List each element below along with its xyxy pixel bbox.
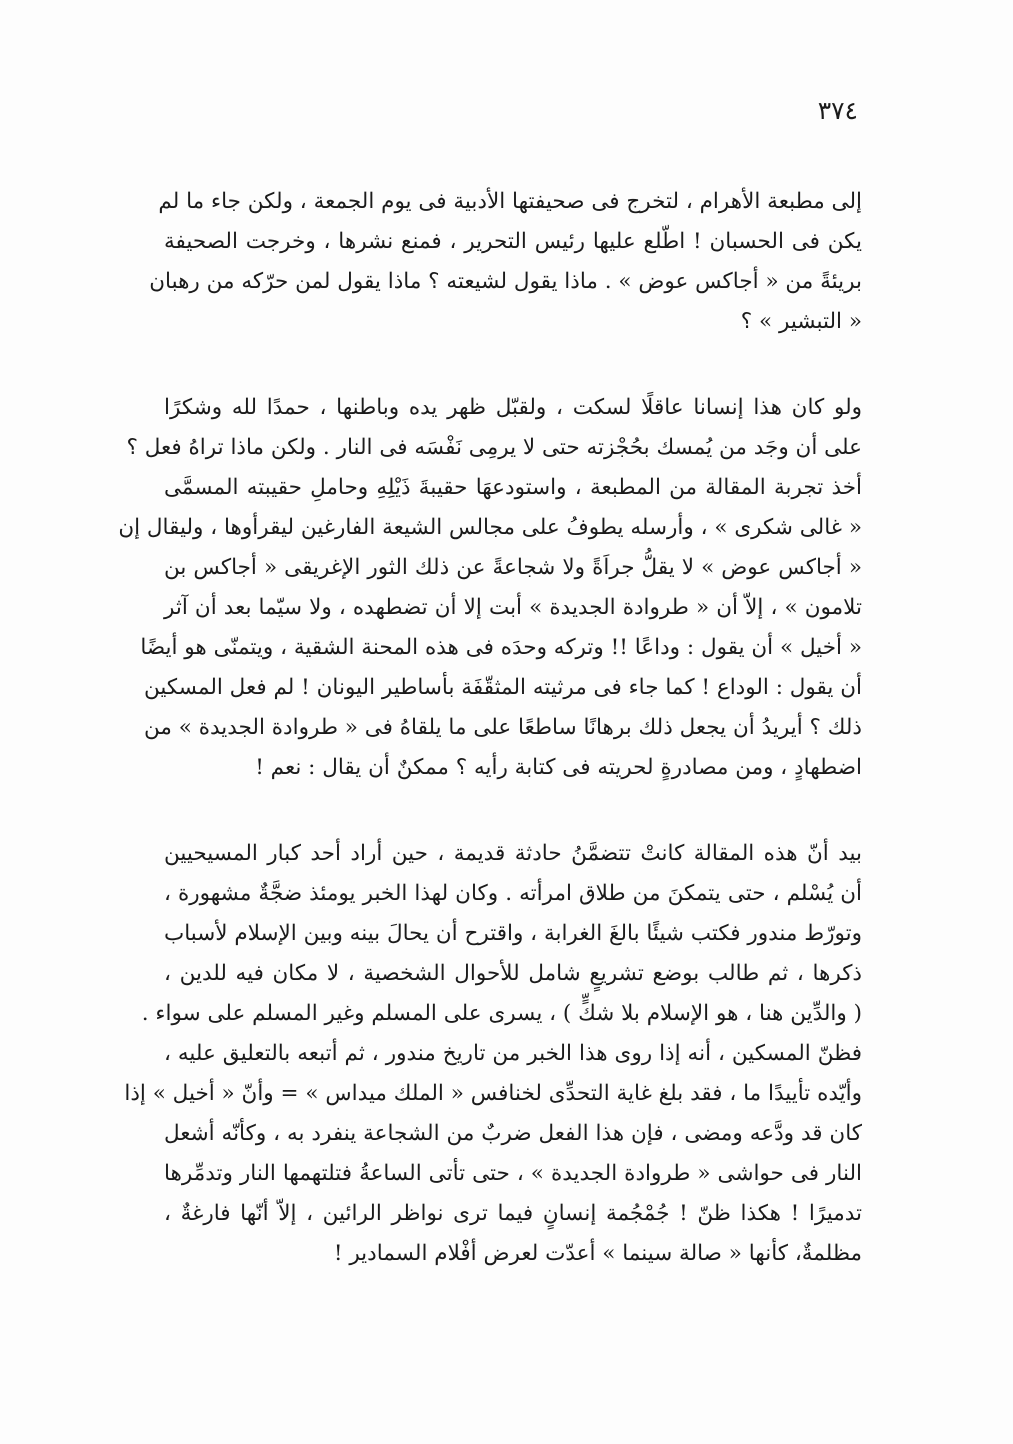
text-line: ذلك ؟ أيريدُ أن يجعل ذلك برهانًا ساطعًا على ما يلقاهُ فى « طروادة الجديدة » من: [144, 715, 862, 740]
text-line: « أجاكس عوض » لا يقلُّ جراَةً ولا شجاعةً عن ذلك الثور الإغريقى « أجاكس بن: [164, 555, 862, 580]
text-line: ولو كان هذا إنسانا عاقلًا لسكت ، ولقبّل ظهر يده وباطنها ، حمدًا لله وشكرًا: [164, 395, 862, 420]
paragraph-2: [118, 388, 862, 788]
text-line: إلى مطبعة الأهرام ، لتخرج فى صحيفتها الأدبية فى يوم الجمعة ، ولكن جاء ما لم: [158, 189, 862, 214]
text-line: كان قد ودَّعه ومضى ، فإن هذا الفعل ضربٌ من الشجاعة ينفرد به ، وكأنّه أشعل: [164, 1121, 862, 1146]
text-line: أن يقول : الوداع ! كما جاء فى مرثيته المثقّفَة بأساطير اليونان ! لم فعل المسكين: [143, 675, 862, 700]
text-line: بيد أنّ هذه المقالة كانتْ تتضمَّنُ حادثة قديمة ، حين أراد أحد كبار المسيحيين: [164, 841, 862, 866]
page-number: ٣٧٤: [817, 96, 858, 125]
text-line: « التبشير » ؟: [740, 309, 862, 334]
text-line: على أن وجَد من يُمسك بحُجْزته حتى لا يرمِى نَفْسَه فى النار . ولكن ماذا تراهُ فعل ؟: [126, 435, 862, 460]
text-line: تلامون » ، إلاّ أن « طروادة الجديدة » أبت إلا أن تضطهده ، ولا سيّما بعد أن آثر: [164, 595, 862, 620]
text-line: أخذ تجربة المقالة من المطبعة ، واستودعهَا حقيبةَ ذَيْلِهِ وحاملِ حقيبته المسمَّى: [164, 475, 862, 500]
text-line: تدميرًا ! هكذا ظنّ ! جُمْجُمة إنسانٍ فيما ترى نواظر الرائين ، إلاّ أنّها فارغةٌ ،: [164, 1201, 862, 1226]
paragraph-1: [149, 182, 862, 342]
text-line: أن يُسْلم ، حتى يتمكنَ من طلاق امرأته . وكان لهذا الخبر يومئذ ضجَّةٌ مشهورة ،: [164, 881, 862, 906]
text-line: بريئةً من « أجاكس عوض » . ماذا يقول لشيعته ؟ ماذا يقول لمن حرّكه من رهبان: [149, 269, 862, 294]
text-line: ذكرها ، ثم طالب بوضع تشريعٍ شامل للأحوال الشخصية ، لا مكان فيه للدين ،: [164, 961, 862, 986]
text-line: « غالى شكرى » ، وأرسله يطوفُ على مجالس الشيعة الفارغين ليقرأوها ، وليقال إن: [118, 515, 862, 540]
text-line: مظلمةٌ، كأنها « صالة سينما » أعدّت لعرض أفْلام السمادير !: [333, 1241, 862, 1266]
text-line: وتورّط مندور فكتب شيئًا بالغَ الغرابة ، واقترح أن يحالَ بينه وبين الإسلام لأسباب: [164, 921, 862, 946]
text-line: « أخيل » أن يقول : وداعًا !! وتركه وحدَه فى هذه المحنة الشقية ، ويتمنّى هو أيضًا: [140, 635, 862, 660]
text-line: النار فى حواشى « طروادة الجديدة » ، حتى تأتى الساعةُ فتلتهمها النار وتدمِّرها: [164, 1161, 862, 1186]
text-line: فظنّ المسكين ، أنه إذا روى هذا الخبر من تاريخ مندور ، ثم أتبعه بالتعليق عليه ،: [164, 1041, 862, 1066]
text-line: ( والدِّين هنا ، هو الإسلام بلا شكٍّ ) ، يسرى على المسلم وغير المسلم على سواء .: [141, 1001, 862, 1026]
text-line: اضطهادٍ ، ومن مصادرةٍ لحريته فى كتابة رأيه ؟ ممكنٌ أن يقال : نعم !: [255, 755, 862, 780]
paragraph-3: [124, 834, 862, 1274]
text-line: وأيّده تأييدًا ما ، فقد بلغ غاية التحدِّى لخنافس « الملك ميداس » = وأنّ « أخيل » إذا: [124, 1081, 862, 1106]
text-line: يكن فى الحسبان ! اطّلع عليها رئيس التحرير ، فمنع نشرها ، وخرجت الصحيفة: [164, 229, 862, 254]
